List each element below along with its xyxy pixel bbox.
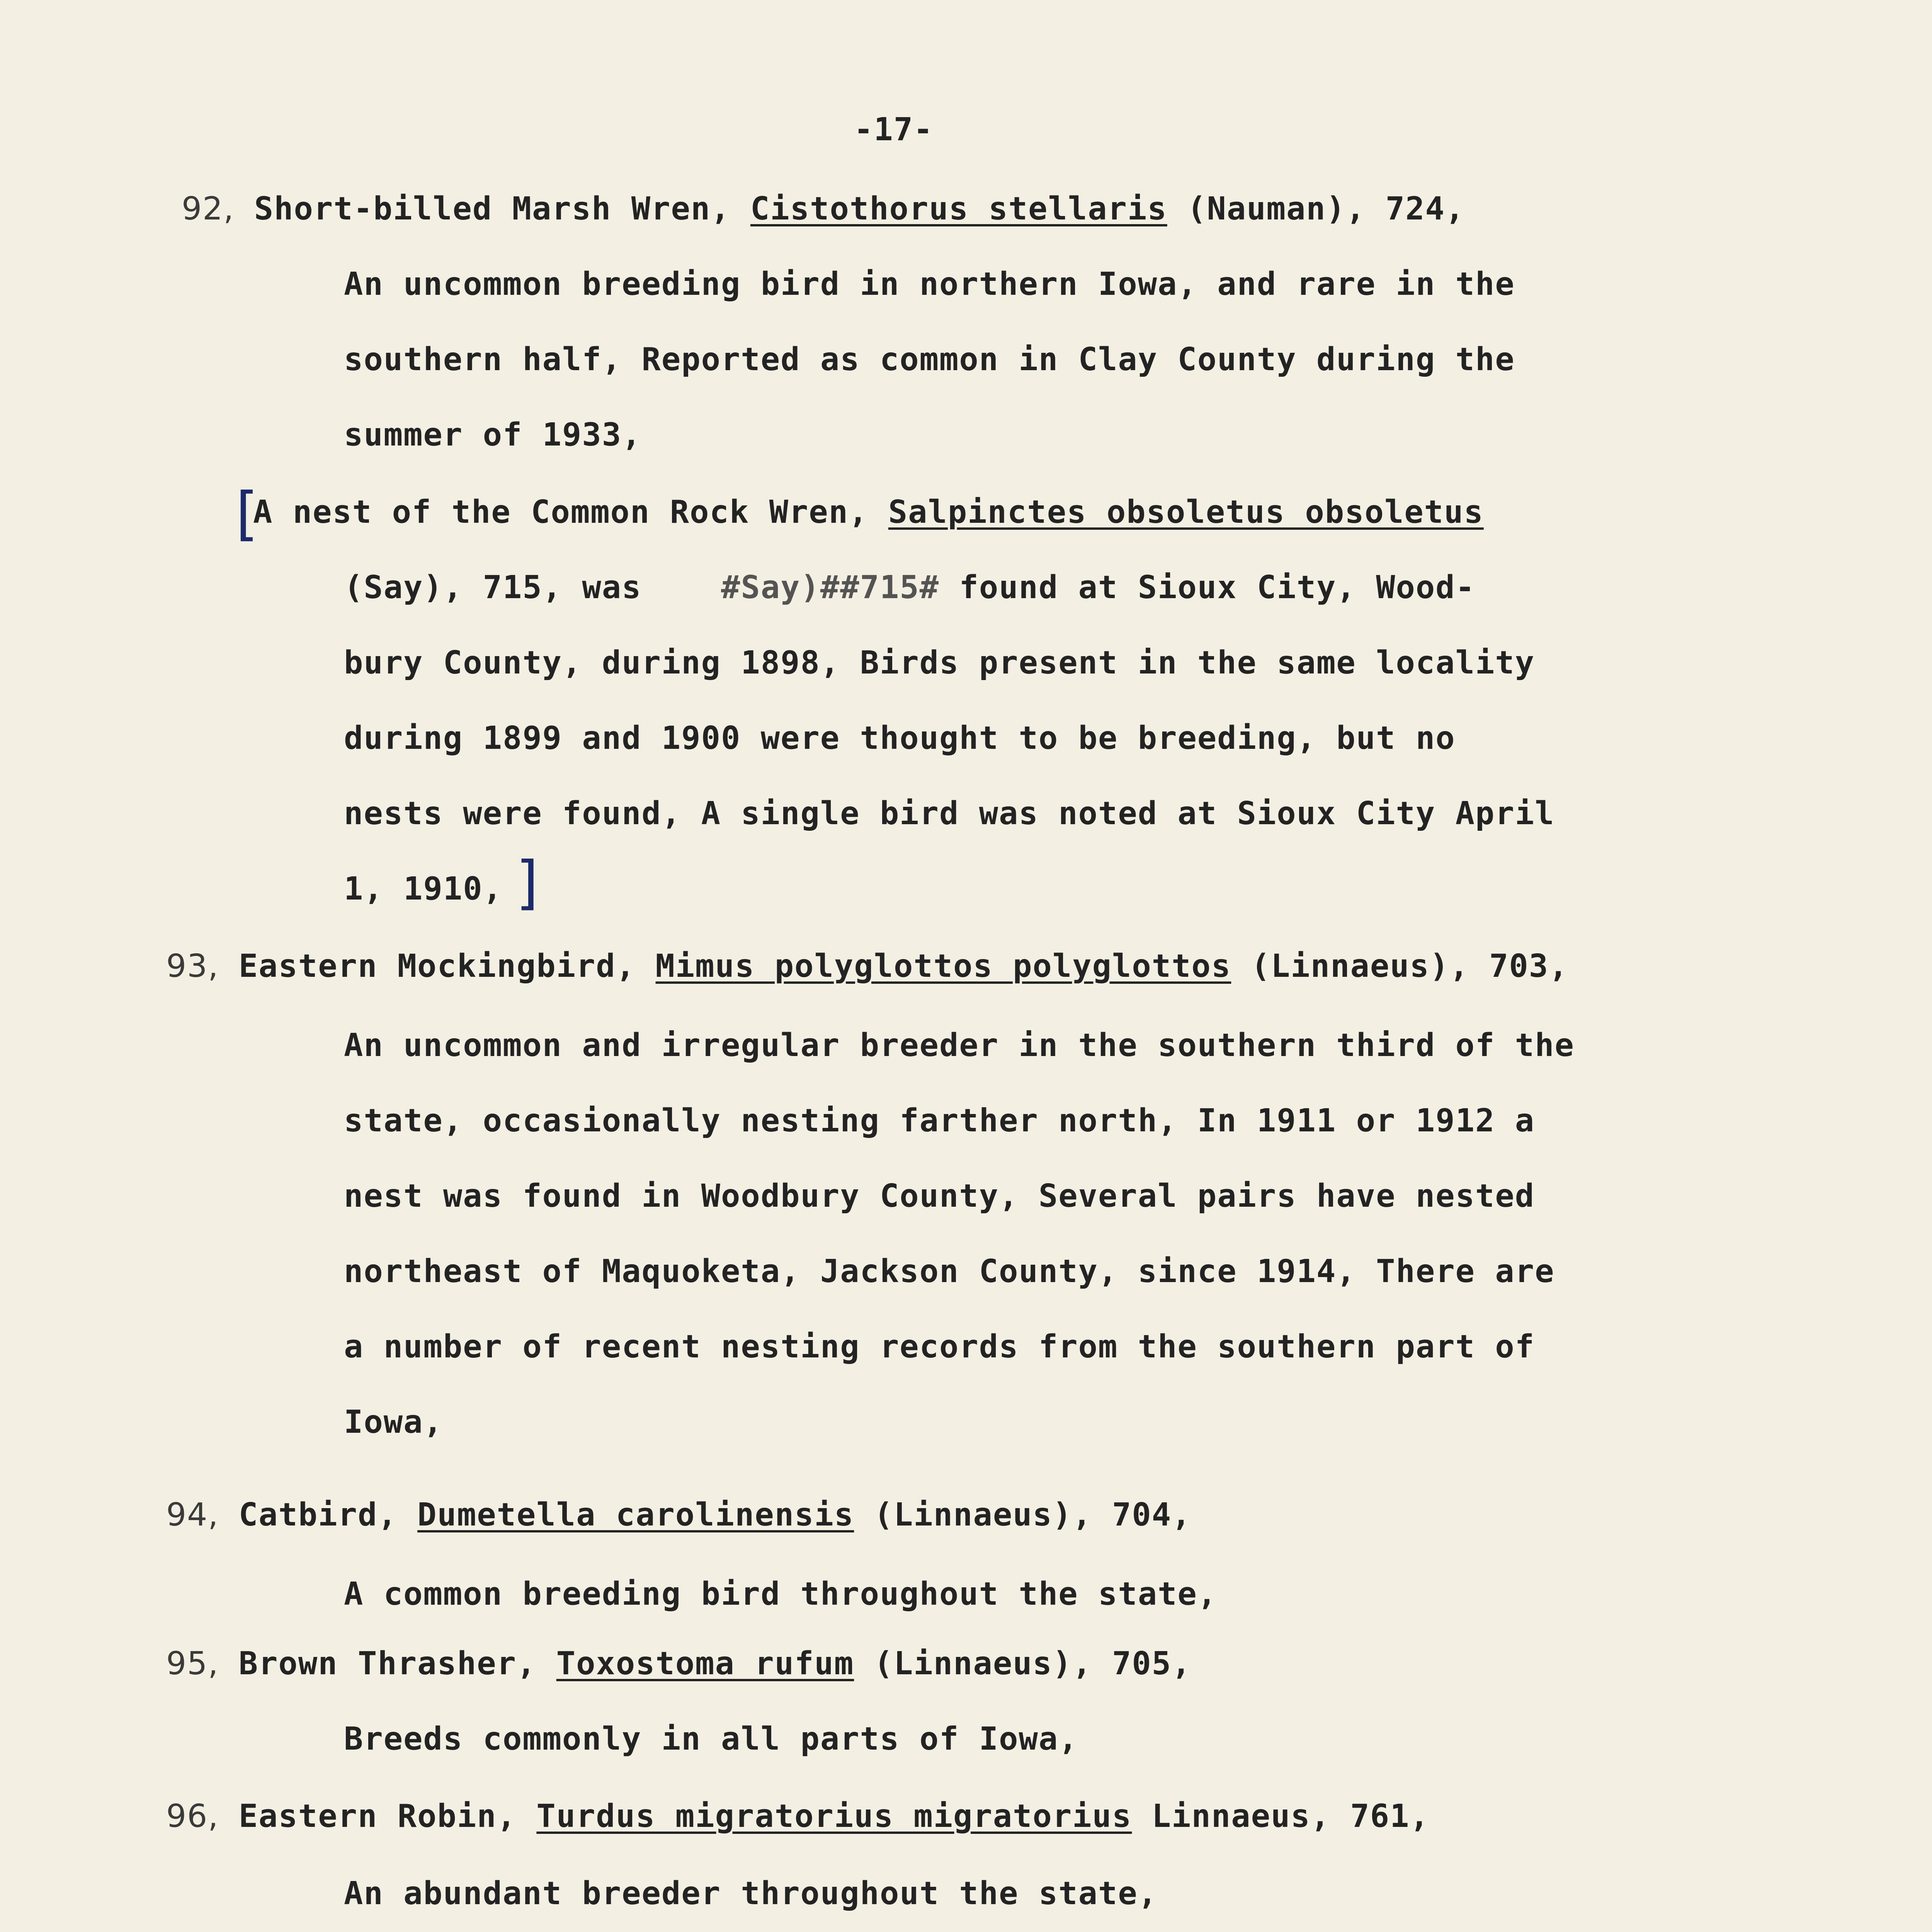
entry-93-text-4: northeast of Maquoketa, Jackson County, since 1914, There are [344,1253,1555,1290]
common-name: Short-billed Marsh Wren, [254,190,731,227]
entry-93-heading [166,948,1569,985]
entry-94-heading [166,1499,1192,1531]
entry-93-text-6: Iowa, [344,1404,443,1440]
rock-wren-scientific-name: Salpinctes obsoletus obsoletus [888,494,1484,531]
rock-wren-text-2: during 1899 and 1900 were thought to be breeding, but no [344,720,1456,757]
entry-92-text-1: An uncommon breeding bird in northern Iowa, and rare in the [344,266,1515,303]
rock-wren-line-1 [253,494,1484,531]
entry-92-text-3: summer of 1933, [344,417,642,453]
entry-number: 94, [166,1497,219,1533]
entry-93-text-2: state, occasionally nesting farther north, In 1911 or 1912 a [344,1102,1535,1139]
rock-wren-location: found at Sioux City, Wood- [959,569,1476,606]
struck-out-text: #Say)##715# [721,569,940,606]
entry-95-heading [166,1645,1192,1682]
authority: (Linnaeus), 703, [1251,948,1569,985]
entry-96-text: An abundant breeder throughout the state, [344,1875,1158,1912]
entry-number: 92, [182,190,235,227]
scientific-name: Dumetella carolinensis [417,1497,854,1533]
common-name: Eastern Robin, [238,1798,517,1835]
common-name: Eastern Mockingbird, [238,948,636,985]
scientific-name: Toxostoma rufum [556,1645,854,1682]
authority: (Linnaeus), 705, [874,1645,1192,1682]
entry-95-text: Breeds commonly in all parts of Iowa, [344,1721,1078,1757]
authority: (Nauman), 724, [1187,190,1465,227]
entry-number: 93, [166,948,219,985]
entry-93-text-3: nest was found in Woodbury County, Several pairs have nested [344,1178,1535,1214]
entry-96-heading [166,1798,1430,1835]
scientific-name: Cistothorus stellaris [750,190,1167,227]
entry-92-text-2: southern half, Reported as common in Clay County during the [344,341,1515,378]
open-bracket-mark: [ [236,480,259,548]
rock-wren-authority: (Say), 715, was [344,569,642,606]
entry-94-text: A common breeding bird throughout the state, [344,1576,1218,1612]
close-bracket-mark: ] [516,849,539,917]
entry-93-text-5: a number of recent nesting records from the southern part of [344,1328,1535,1365]
rock-wren-text-4: 1, 1910, [344,871,503,907]
scientific-name: Mimus polyglottos polyglottos [655,948,1231,985]
entry-number: 96, [166,1798,219,1835]
rock-wren-intro: A nest of the Common Rock Wren, [253,494,869,531]
common-name: Brown Thrasher, [238,1645,537,1682]
page-number: -17- [854,111,934,148]
scientific-name: Turdus migratorius migratorius [536,1798,1132,1835]
entry-number: 95, [166,1645,219,1682]
entry-93-text-1: An uncommon and irregular breeder in the southern third of the [344,1027,1575,1064]
rock-wren-line-2 [344,569,1476,606]
authority: (Linnaeus), 704, [874,1497,1192,1533]
entry-92-heading [182,190,1465,227]
common-name: Catbird, [238,1497,398,1533]
authority: Linnaeus, 761, [1151,1798,1430,1835]
rock-wren-text-1: bury County, during 1898, Birds present in the same locality [344,645,1535,681]
rock-wren-text-3: nests were found, A single bird was noted at Sioux City April [344,795,1555,832]
